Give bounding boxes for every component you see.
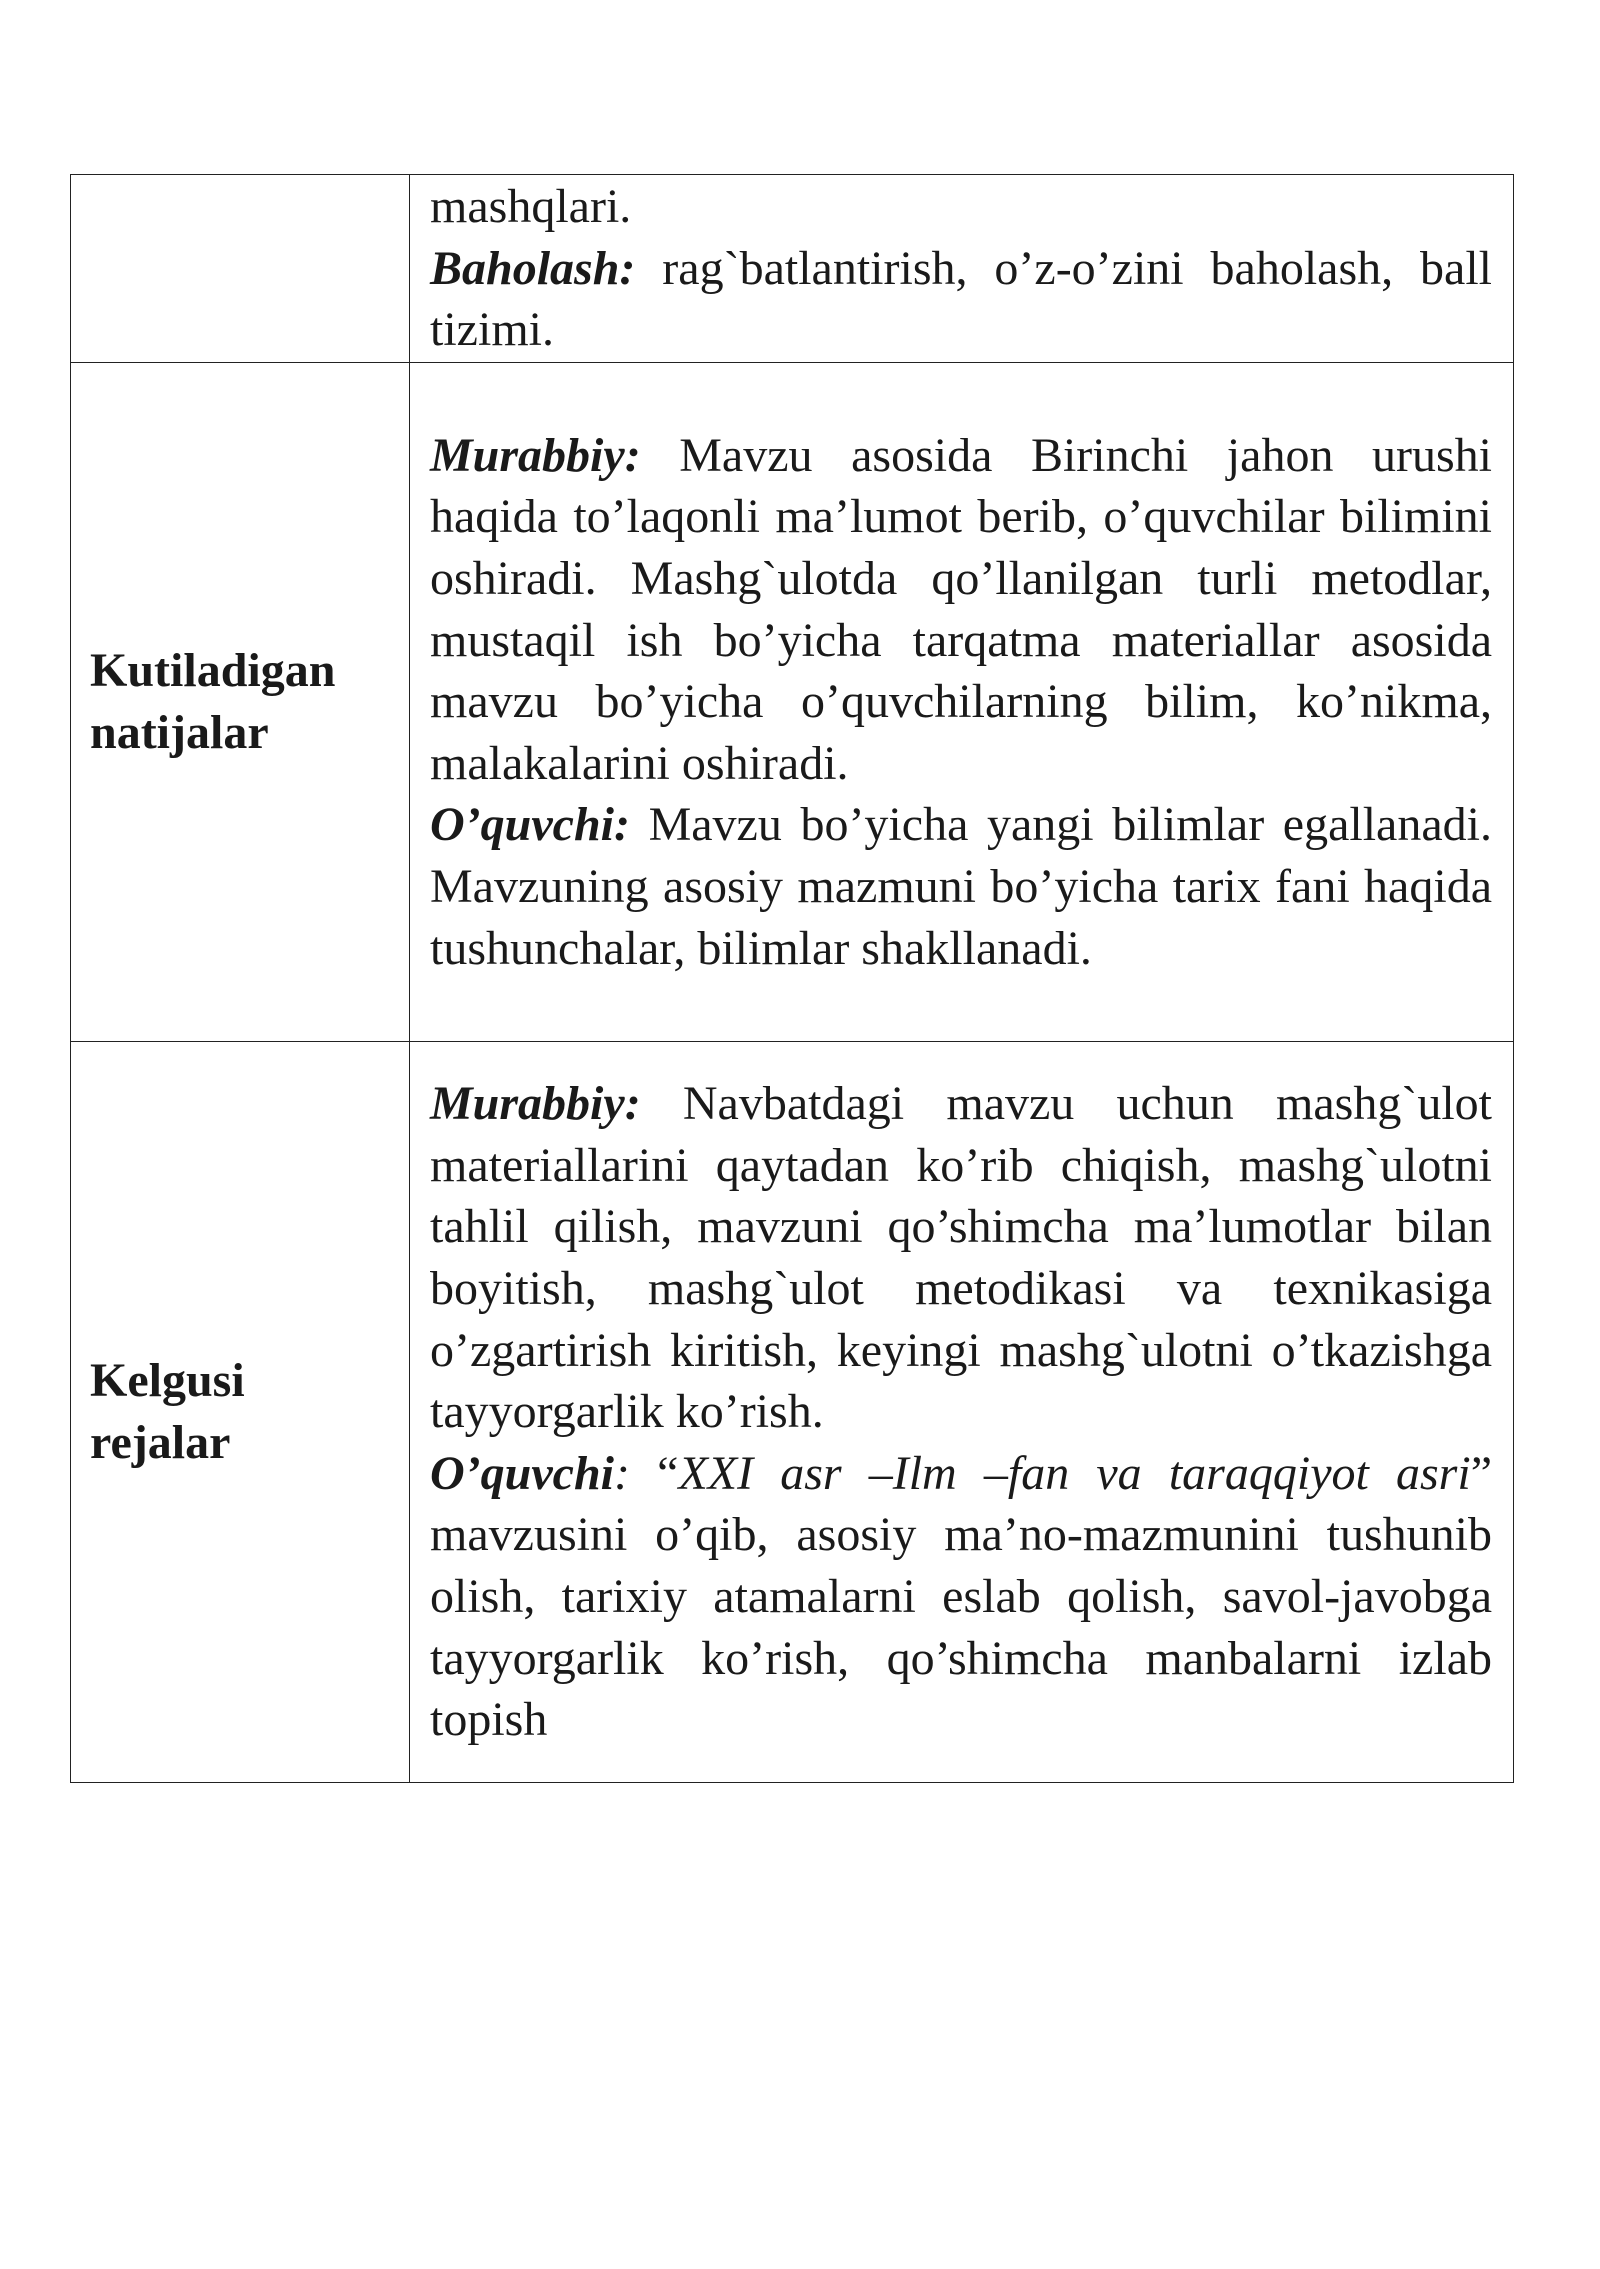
paragraph-text: rag`batlantirish, o’z-o’zini baholash, ball tizimi. [430, 241, 1492, 357]
row-label-empty [71, 175, 410, 363]
row-label-line: natijalar [90, 706, 269, 759]
topic-title: XXI asr –Ilm –fan va taraqqiyot asri [678, 1446, 1471, 1500]
lesson-plan-table [70, 174, 1514, 1783]
table-row [71, 175, 1514, 363]
paragraph [430, 1443, 1492, 1751]
paragraph [430, 425, 1492, 795]
term-label: O’quvchi: [430, 798, 630, 852]
paragraph [430, 176, 1492, 238]
paragraph-text: Navbatdagi mavzu uchun mashg`ulot materiallarini qaytadan ko’rib chiqish, mashg`ulotni tahlil qilish, mavzuni qo’shimcha ma’lumotlar bilan boyitish, mashg`ulot metodikasi va texnikasiga o’zgartirish kiritish, keyingi mashg`ulotni o’tkazishga tayyorgarlik ko’rish. [430, 1077, 1492, 1439]
term-label: O’quvchi [430, 1446, 614, 1500]
paragraph-text: ” mavzusini o’qib, asosiy ma’no-mazmunini tushunib olish, tarixiy atamalarni eslab qolish, savol-javobga tayyorgarlik ko’rish, qo’shimcha manbalarni izlab topish [430, 1446, 1492, 1747]
row-content [410, 1042, 1514, 1783]
row-label [71, 1042, 410, 1783]
table-row [71, 1042, 1514, 1783]
paragraph-text: mashqlari. [430, 180, 632, 234]
paragraph [430, 238, 1492, 361]
row-label-line: rejalar [90, 1416, 231, 1469]
paragraph [430, 794, 1492, 979]
row-content [410, 363, 1514, 1042]
row-content [410, 175, 1514, 363]
term-label: Murabbiy: [430, 428, 641, 482]
row-label [71, 363, 410, 1042]
table-row [71, 363, 1514, 1042]
row-label-line: Kutiladigan [90, 644, 336, 698]
quote-open: “ [629, 1446, 679, 1500]
paragraph [430, 1073, 1492, 1443]
paragraph-text: Mavzu asosida Birinchi jahon urushi haqida to’laqonli ma’lumot berib, o’quvchilar bilimini oshiradi. Mashg`ulotda qo’llanilgan turli metodlar, mustaqil ish bo’yicha tarqatma materiallar asosida mavzu bo’yicha o’quvchilarning bilim, ko’nikma, malakalarini oshiradi. [430, 428, 1492, 790]
row-label-line: Kelgusi [90, 1354, 245, 1408]
colon: : [613, 1446, 630, 1500]
term-label: Baholash: [430, 241, 636, 295]
term-label: Murabbiy: [430, 1077, 641, 1131]
paragraph-text: Mavzu bo’yicha yangi bilimlar egallanadi. Mavzuning asosiy mazmuni bo’yicha tarix fani haqida tushunchalar, bilimlar shakllanadi. [430, 798, 1492, 975]
